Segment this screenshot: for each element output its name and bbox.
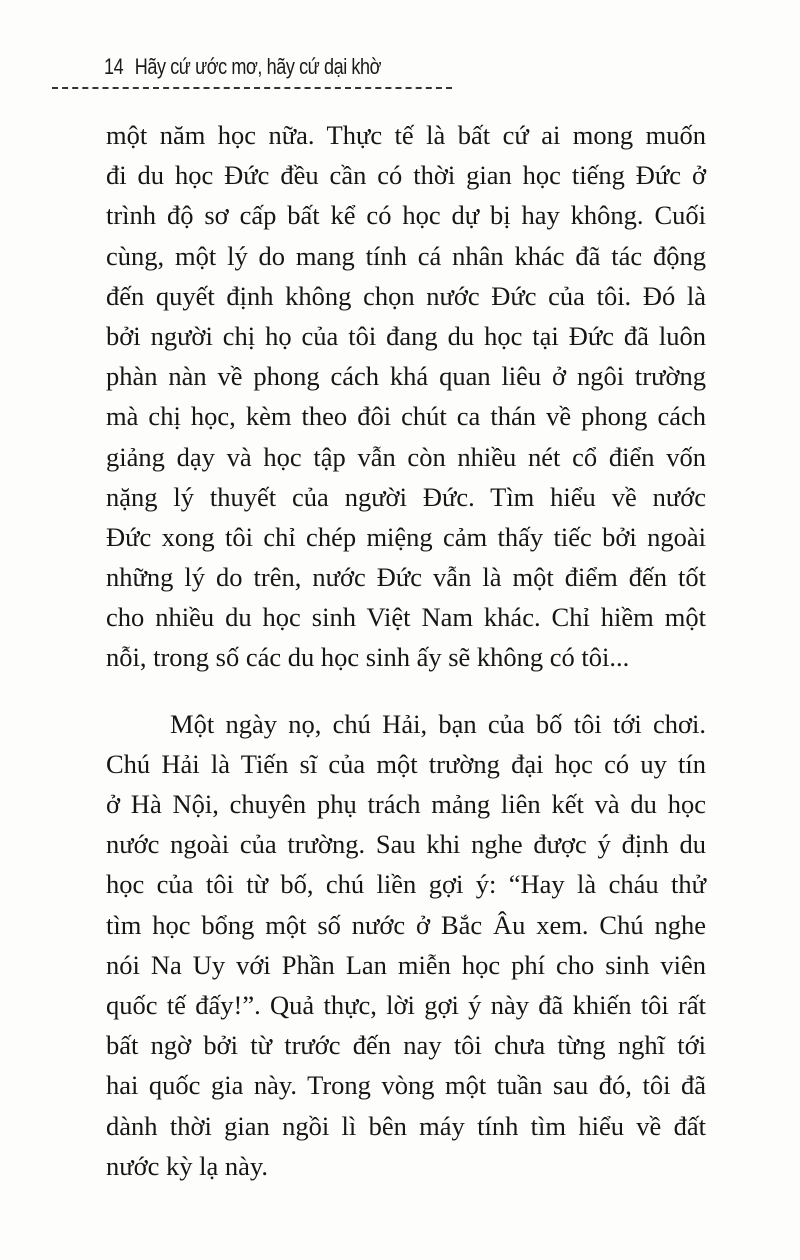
- header-dashed-rule: [52, 87, 452, 89]
- text-line: nỗi, trong số các du học sinh ấy sẽ không có tôi...: [106, 642, 630, 673]
- text-line: cho nhiều du học sinh Việt Nam khác. Chỉ hiềm một: [106, 602, 706, 633]
- page-number: 14: [104, 54, 124, 79]
- text-line: bởi người chị họ của tôi đang du học tại Đức đã luôn: [106, 320, 706, 351]
- paragraph-1: [106, 115, 706, 678]
- text-line: học của tôi từ bố, chú liền gợi ý: “Hay là cháu thử: [106, 869, 706, 900]
- text-line: nước kỳ lạ này.: [106, 1150, 269, 1181]
- text-line: mà chị học, kèm theo đôi chút ca thán về phong cách: [106, 401, 706, 432]
- body-text: [106, 115, 706, 1186]
- paragraph-2: [106, 704, 706, 1186]
- text-line: hai quốc gia này. Trong vòng một tuần sau đó, tôi đã: [106, 1070, 706, 1101]
- text-line: quốc tế đấy!”. Quả thực, lời gợi ý này đã khiến tôi rất: [106, 989, 706, 1020]
- text-line: cùng, một lý do mang tính cá nhân khác đã tác động: [106, 240, 706, 271]
- text-line: giảng dạy và học tập vẫn còn nhiều nét cổ điển vốn: [106, 441, 706, 472]
- text-line: Một ngày nọ, chú Hải, bạn của bố tôi tới chơi.: [170, 708, 706, 739]
- paragraph-gap: [106, 678, 706, 704]
- text-line: phàn nàn về phong cách khá quan liêu ở ngôi trường: [106, 361, 706, 392]
- text-line: một năm học nữa. Thực tế là bất cứ ai mong muốn: [106, 120, 706, 150]
- book-title: Hãy cứ ước mơ, hãy cứ dại khờ: [134, 54, 382, 79]
- text-line: Chú Hải là Tiến sĩ của một trường đại học có uy tín: [106, 748, 706, 779]
- text-line: bất ngờ bởi từ trước đến nay tôi chưa từng nghĩ tới: [106, 1030, 706, 1061]
- text-line: nước ngoài của trường. Sau khi nghe được ý định du: [106, 829, 706, 860]
- text-line: đi du học Đức đều cần có thời gian học tiếng Đức ở: [106, 160, 706, 191]
- text-line: trình độ sơ cấp bất kể có học dự bị hay không. Cuối: [106, 200, 706, 231]
- text-line: ở Hà Nội, chuyên phụ trách mảng liên kết và du học: [106, 789, 706, 819]
- text-line: dành thời gian ngồi lì bên máy tính tìm hiểu về đất: [106, 1110, 706, 1141]
- running-header: [52, 54, 452, 98]
- header-text: [104, 54, 381, 80]
- text-line: Đức xong tôi chỉ chép miệng cảm thấy tiếc bởi ngoài: [106, 521, 706, 552]
- text-line: tìm học bổng một số nước ở Bắc Âu xem. Chú nghe: [106, 909, 706, 940]
- text-line: nặng lý thuyết của người Đức. Tìm hiểu về nước: [106, 481, 706, 512]
- text-line: những lý do trên, nước Đức vẫn là một điểm đến tốt: [106, 562, 706, 593]
- text-line: nói Na Uy với Phần Lan miễn học phí cho sinh viên: [106, 949, 706, 980]
- text-line: đến quyết định không chọn nước Đức của tôi. Đó là: [106, 280, 706, 311]
